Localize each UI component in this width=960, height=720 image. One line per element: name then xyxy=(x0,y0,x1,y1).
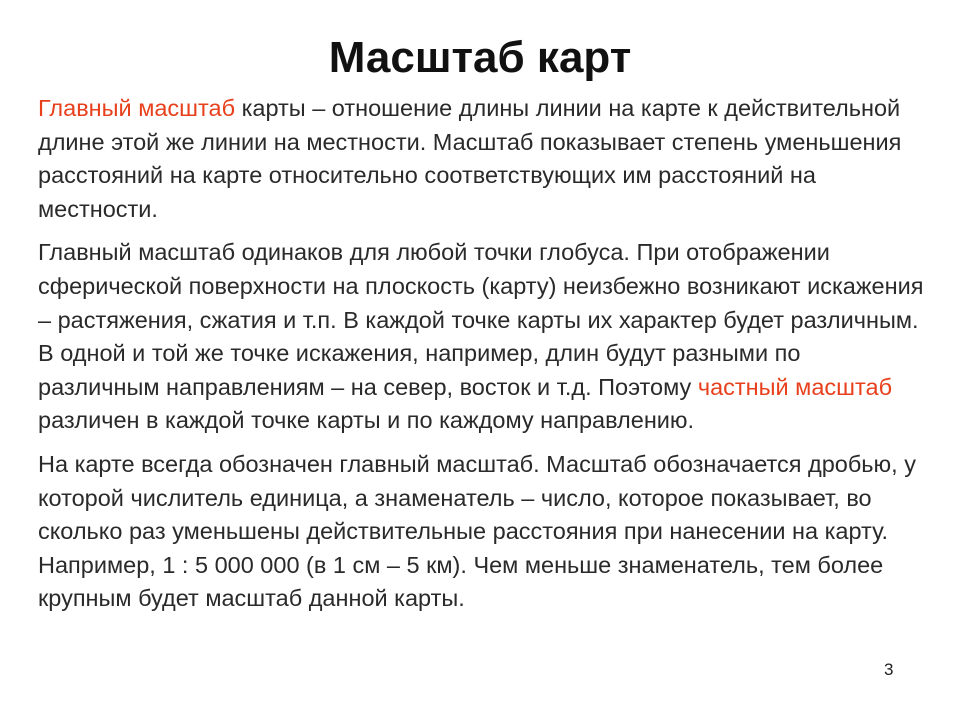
slide-body xyxy=(38,92,928,626)
paragraph-main-scale-text: карты – отношение длины линии на карте к действительной длине этой же линии на местности. Масштаб показывает степень уменьшения расстояний на карте относительно соответствующих им расстояний на местности. xyxy=(38,95,902,222)
paragraph-scale-notation-text: На карте всегда обозначен главный масштаб. Масштаб обозначается дробью, у которой числитель единица, а знаменатель – число, которое показывает, во сколько раз уменьшены действительные расстояния при нанесении на карту. Например, 1 : 5 000 000 (в 1 см – 5 км). Чем меньше знаменатель, тем более крупным будет масштаб данной карты. xyxy=(38,450,916,612)
page-number: 3 xyxy=(884,660,894,679)
paragraph-partial-scale xyxy=(38,236,928,438)
slide-title: Масштаб карт xyxy=(328,33,632,82)
paragraph-partial-scale-end: различен в каждой точке карты и по каждому направлению. xyxy=(38,407,695,434)
paragraph-scale-notation xyxy=(38,448,928,616)
term-main-scale: Главный масштаб xyxy=(38,95,236,121)
paragraph-partial-scale-text: Главный масштаб одинаков для любой точки глобуса. При отображении сферической поверхности на плоскость (карту) неизбежно возникают искажения – растяжения, сжатия и т.п. В каждой точке карты их характер будет различным. В одной и той же точке искажения, например, длин будут разными по различным направлениям – на север, восток и т.д. Поэтому xyxy=(38,239,924,400)
term-partial-scale: частный масштаб xyxy=(697,373,893,400)
paragraph-main-scale xyxy=(38,92,928,226)
